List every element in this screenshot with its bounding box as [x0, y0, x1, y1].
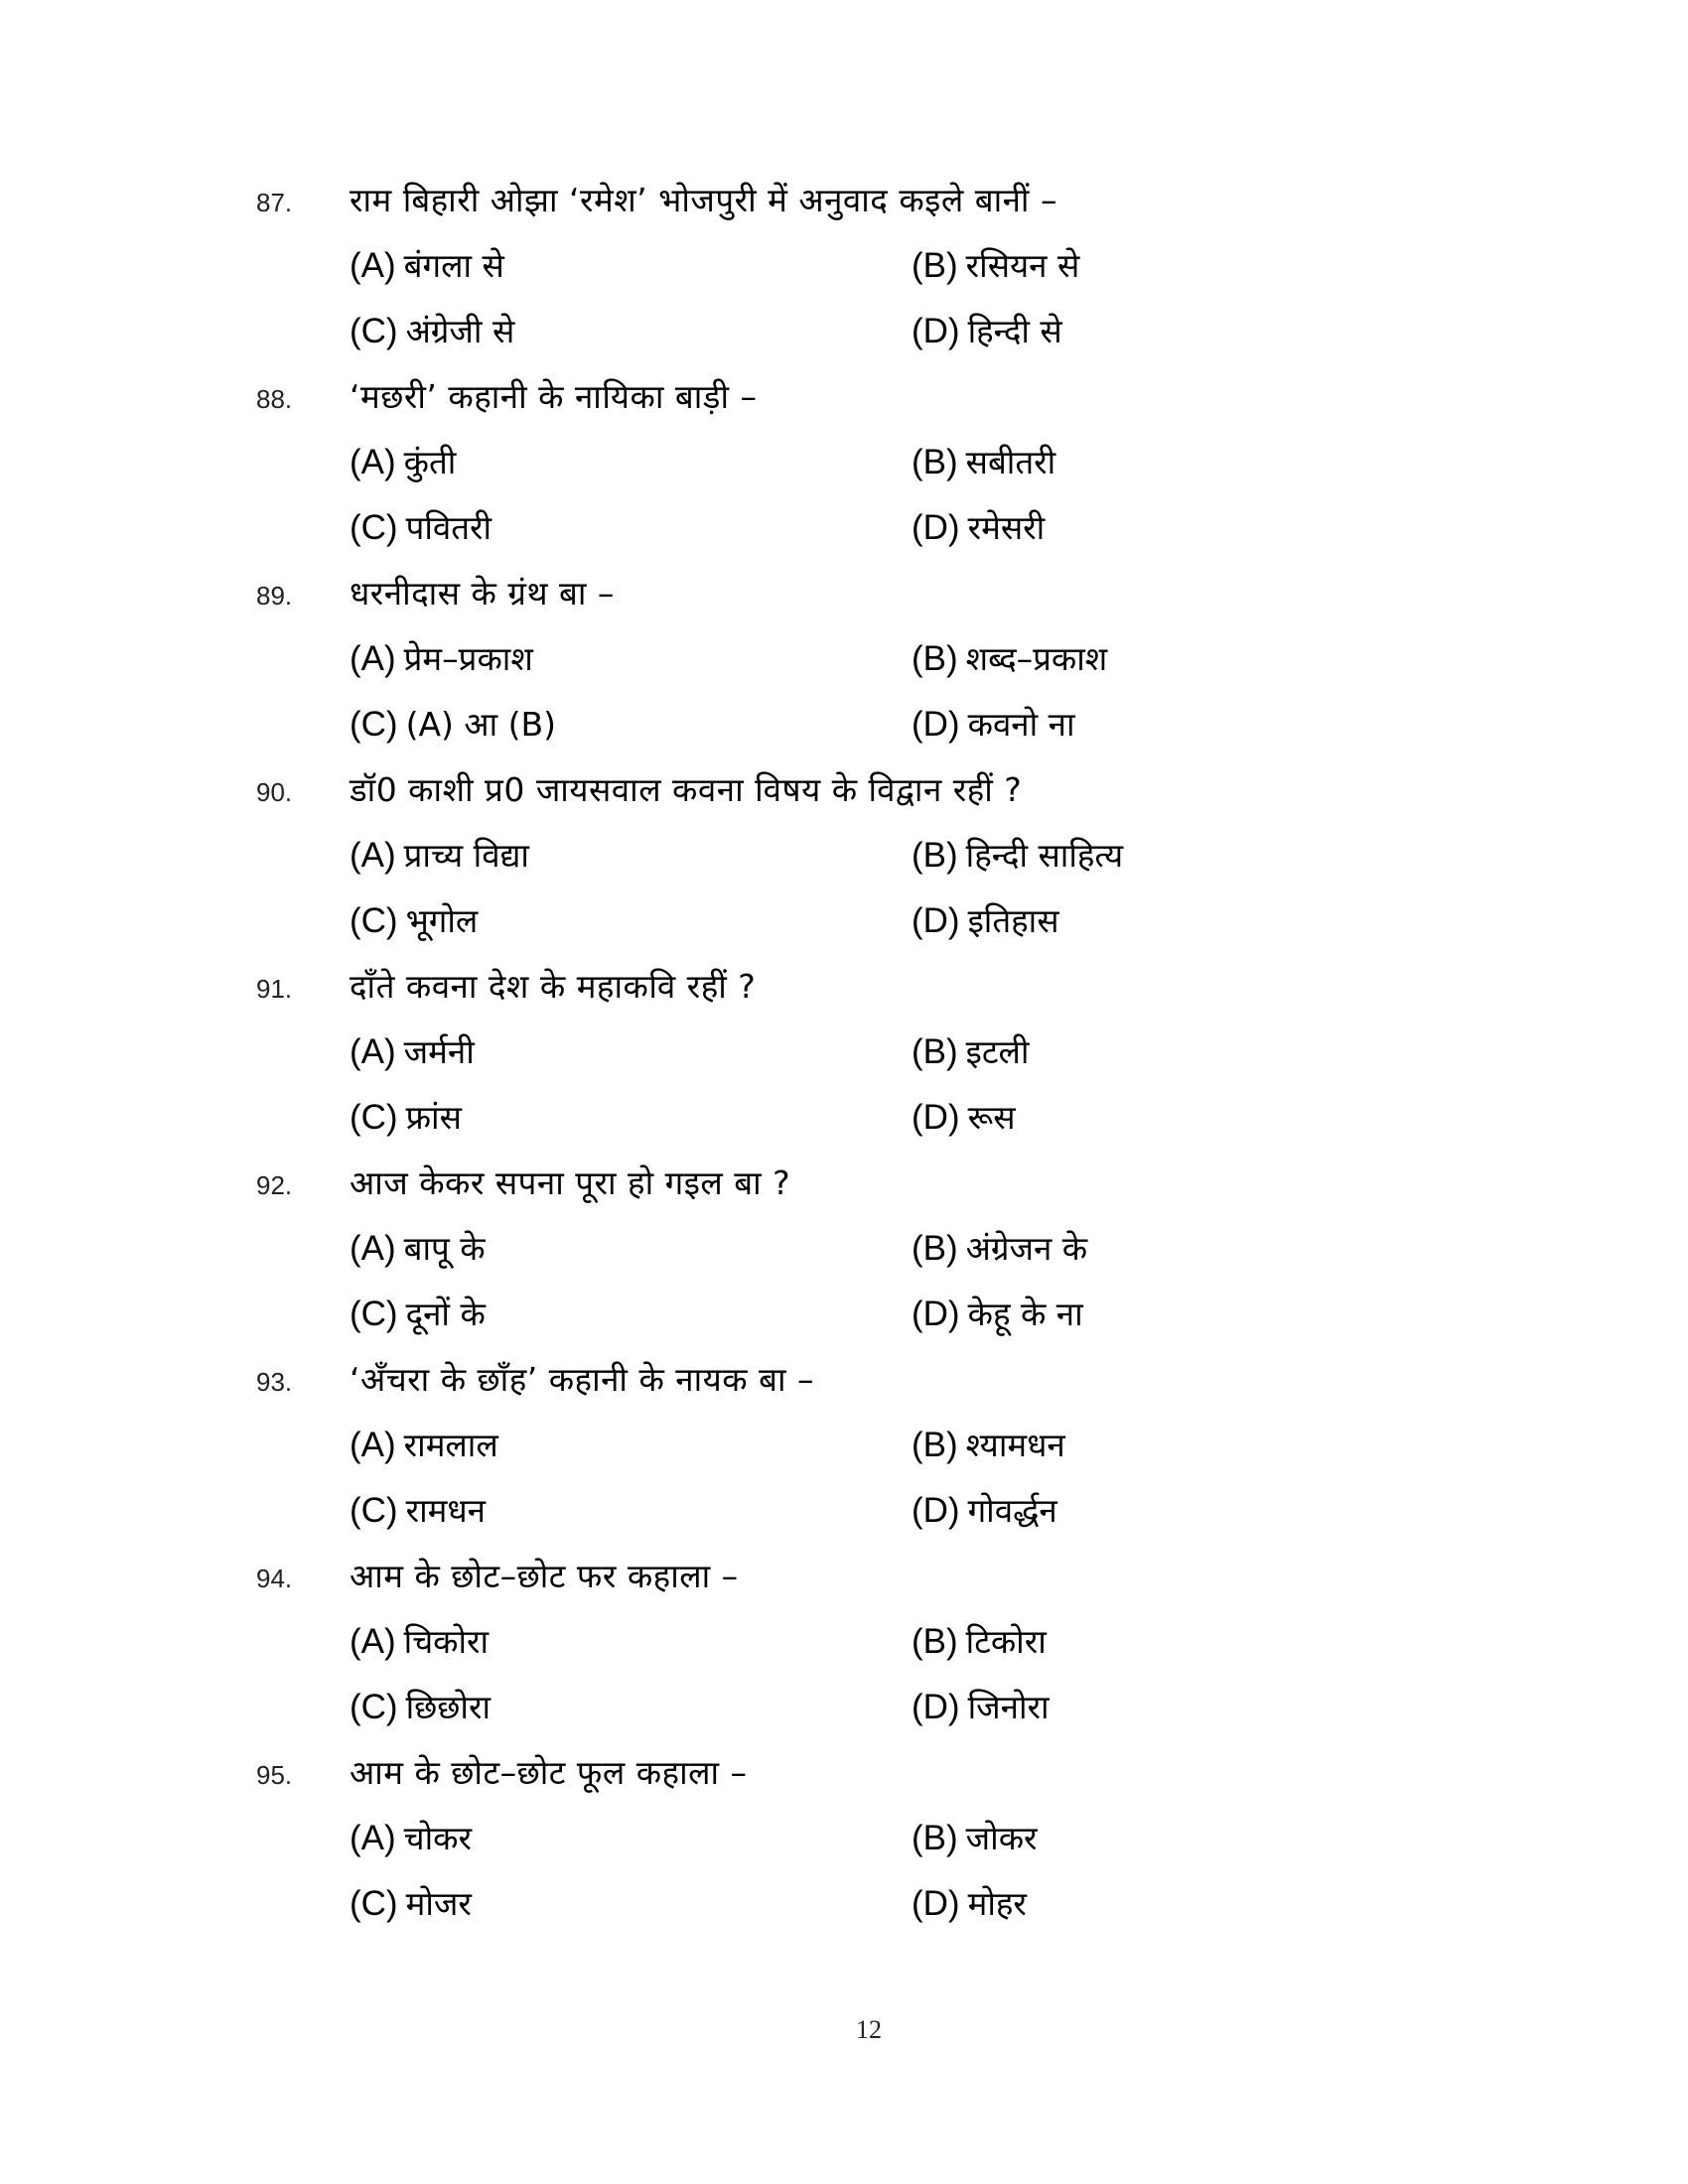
option-text: पवितरी	[405, 508, 492, 547]
answer-option	[350, 1487, 912, 1532]
option-label: (C)	[350, 508, 398, 547]
option-text: बापू के	[403, 1229, 486, 1268]
question-block	[256, 373, 1448, 570]
option-label: (D)	[912, 1884, 960, 1923]
option-label: (B)	[912, 836, 958, 875]
option-text: मोहर	[967, 1884, 1027, 1923]
option-text: प्राच्य विद्या	[403, 836, 529, 875]
answer-option	[350, 635, 912, 680]
answer-option	[912, 701, 1075, 746]
option-text: सबीतरी	[965, 443, 1056, 481]
question-text: धरनीदास के ग्रंथ बा –	[350, 574, 615, 613]
question-row	[256, 1356, 1448, 1422]
page-number: 12	[856, 2015, 882, 2044]
option-row	[256, 1815, 1448, 1880]
question-text: आम के छोट–छोट फर कहाला –	[350, 1557, 739, 1595]
option-text: शब्द–प्रकाश	[965, 639, 1108, 678]
question-block	[256, 570, 1448, 766]
option-row	[256, 635, 1448, 701]
option-label: (D)	[912, 1491, 960, 1530]
answer-option	[912, 1422, 1065, 1466]
option-label: (D)	[912, 1295, 960, 1333]
option-text: इतिहास	[967, 901, 1059, 940]
option-text: श्यामधन	[965, 1426, 1065, 1464]
option-label: (C)	[350, 1098, 398, 1137]
option-text: कवनो ना	[967, 705, 1075, 744]
question-block	[256, 1160, 1448, 1356]
question-row	[256, 766, 1448, 832]
question-row	[256, 373, 1448, 439]
answer-option	[912, 504, 1045, 549]
option-text: अंग्रेजन के	[965, 1229, 1088, 1268]
question-block	[256, 766, 1448, 963]
question-number: 92.	[256, 1170, 293, 1200]
option-label: (B)	[912, 1229, 958, 1268]
option-label: (D)	[912, 1098, 960, 1137]
answer-option	[912, 242, 1079, 287]
question-text: दाँते कवना देश के महाकवि रहीं ?	[350, 967, 757, 1006]
answer-option	[912, 897, 1059, 942]
option-label: (B)	[912, 246, 958, 285]
option-label: (D)	[912, 901, 960, 940]
option-text: मोजर	[405, 1884, 472, 1923]
answer-option	[912, 1225, 1087, 1270]
answer-option	[350, 832, 912, 877]
option-text: अंग्रेजी से	[405, 312, 515, 350]
option-text: कुंती	[403, 443, 457, 481]
option-label: (C)	[350, 705, 398, 744]
option-row	[256, 1422, 1448, 1487]
option-text: बंगला से	[403, 246, 504, 285]
option-text: रामधन	[405, 1491, 486, 1530]
option-text: गोवर्द्धन	[967, 1491, 1057, 1530]
answer-option	[912, 1815, 1038, 1859]
answer-option	[912, 1618, 1047, 1663]
option-row	[256, 308, 1448, 373]
option-text: जिनोरा	[967, 1688, 1050, 1726]
answer-option	[350, 242, 912, 287]
option-row	[256, 1225, 1448, 1291]
question-text: आम के छोट–छोट फूल कहाला –	[350, 1753, 748, 1792]
option-label: (C)	[350, 1295, 398, 1333]
option-label: (A)	[350, 1229, 396, 1268]
option-label: (C)	[350, 312, 398, 350]
option-label: (D)	[912, 1688, 960, 1726]
question-block	[256, 177, 1448, 373]
option-label: (B)	[912, 1032, 958, 1071]
answer-option	[350, 439, 912, 483]
answer-option	[912, 635, 1107, 680]
answer-option	[350, 1618, 912, 1663]
option-label: (B)	[912, 639, 958, 678]
option-label: (C)	[350, 1884, 398, 1923]
option-label: (B)	[912, 443, 958, 481]
question-number: 95.	[256, 1760, 293, 1790]
answer-option	[350, 308, 912, 352]
option-text: टिकोरा	[965, 1622, 1047, 1661]
answer-option	[912, 308, 1062, 352]
option-label: (A)	[350, 639, 396, 678]
question-number: 91.	[256, 974, 293, 1004]
answer-option	[912, 1684, 1050, 1728]
option-row	[256, 1094, 1448, 1160]
answer-option	[912, 1487, 1057, 1532]
question-list	[256, 177, 1448, 1946]
answer-option	[350, 1684, 912, 1728]
question-number: 94.	[256, 1564, 293, 1593]
question-text: राम बिहारी ओझा ‘रमेश’ भोजपुरी में अनुवाद कइले बानीं –	[350, 181, 1057, 219]
answer-option	[350, 897, 912, 942]
question-number: 88.	[256, 384, 293, 414]
option-label: (A)	[350, 443, 396, 481]
answer-option	[350, 1422, 912, 1466]
option-label: (C)	[350, 1491, 398, 1530]
answer-option	[912, 832, 1123, 877]
option-label: (A)	[350, 1622, 396, 1661]
option-label: (D)	[912, 312, 960, 350]
question-row	[256, 1160, 1448, 1225]
option-label: (D)	[912, 508, 960, 547]
question-row	[256, 177, 1448, 242]
question-number: 90.	[256, 777, 293, 807]
option-text: रूस	[967, 1098, 1016, 1137]
option-text: रसियन से	[965, 246, 1080, 285]
option-text: फ्रांस	[405, 1098, 462, 1137]
option-text: रामलाल	[403, 1426, 498, 1464]
question-block	[256, 963, 1448, 1160]
question-row	[256, 570, 1448, 635]
option-row	[256, 1028, 1448, 1094]
option-label: (A)	[350, 1819, 396, 1857]
question-number: 93.	[256, 1367, 293, 1397]
option-text: दूनों के	[405, 1295, 486, 1333]
option-row	[256, 832, 1448, 897]
question-text: ‘अँचरा के छाँह’ कहानी के नायक बा –	[350, 1360, 815, 1399]
option-label: (B)	[912, 1426, 958, 1464]
question-number: 87.	[256, 188, 293, 217]
answer-option	[912, 1880, 1027, 1925]
question-row	[256, 1749, 1448, 1815]
answer-option	[912, 1094, 1016, 1139]
option-text: चिकोरा	[403, 1622, 490, 1661]
answer-option	[350, 1291, 912, 1335]
option-label: (A)	[350, 246, 396, 285]
answer-option	[350, 504, 912, 549]
option-text: प्रेम–प्रकाश	[403, 639, 533, 678]
question-block	[256, 1749, 1448, 1946]
question-text: डॉ0 काशी प्र0 जायसवाल कवना विषय के विद्वान रहीं ?	[350, 770, 1023, 809]
answer-option	[912, 1291, 1083, 1335]
answer-option	[350, 1225, 912, 1270]
option-text: (A) आ (B)	[405, 705, 557, 744]
option-text: इटली	[965, 1032, 1030, 1071]
option-label: (A)	[350, 1032, 396, 1071]
option-text: जोकर	[965, 1819, 1038, 1857]
question-row	[256, 963, 1448, 1028]
option-label: (B)	[912, 1622, 958, 1661]
option-label: (A)	[350, 1426, 396, 1464]
question-block	[256, 1553, 1448, 1749]
option-text: हिन्दी साहित्य	[965, 836, 1124, 875]
option-text: भूगोल	[405, 901, 479, 940]
option-row	[256, 439, 1448, 504]
answer-option	[350, 1094, 912, 1139]
question-block	[256, 1356, 1448, 1553]
option-label: (A)	[350, 836, 396, 875]
option-row	[256, 1291, 1448, 1356]
question-text: ‘मछरी’ कहानी के नायिका बाड़ी –	[350, 377, 758, 416]
option-text: छिछोरा	[405, 1688, 491, 1726]
answer-option	[350, 701, 912, 746]
option-row	[256, 1880, 1448, 1946]
answer-option	[912, 439, 1055, 483]
option-text: केहू के ना	[967, 1295, 1083, 1333]
option-row	[256, 242, 1448, 308]
option-label: (C)	[350, 1688, 398, 1726]
question-number: 89.	[256, 581, 293, 611]
option-row	[256, 1684, 1448, 1749]
answer-option	[350, 1880, 912, 1925]
option-text: चोकर	[403, 1819, 472, 1857]
question-row	[256, 1553, 1448, 1618]
option-row	[256, 504, 1448, 570]
option-text: हिन्दी से	[967, 312, 1062, 350]
option-label: (B)	[912, 1819, 958, 1857]
option-label: (C)	[350, 901, 398, 940]
option-row	[256, 1487, 1448, 1553]
answer-option	[912, 1028, 1029, 1073]
answer-option	[350, 1028, 912, 1073]
option-row	[256, 1618, 1448, 1684]
option-text: जर्मनी	[403, 1032, 475, 1071]
option-row	[256, 701, 1448, 766]
option-label: (D)	[912, 705, 960, 744]
question-text: आज केकर सपना पूरा हो गइल बा ?	[350, 1163, 791, 1202]
option-text: रमेसरी	[967, 508, 1046, 547]
option-row	[256, 897, 1448, 963]
answer-option	[350, 1815, 912, 1859]
